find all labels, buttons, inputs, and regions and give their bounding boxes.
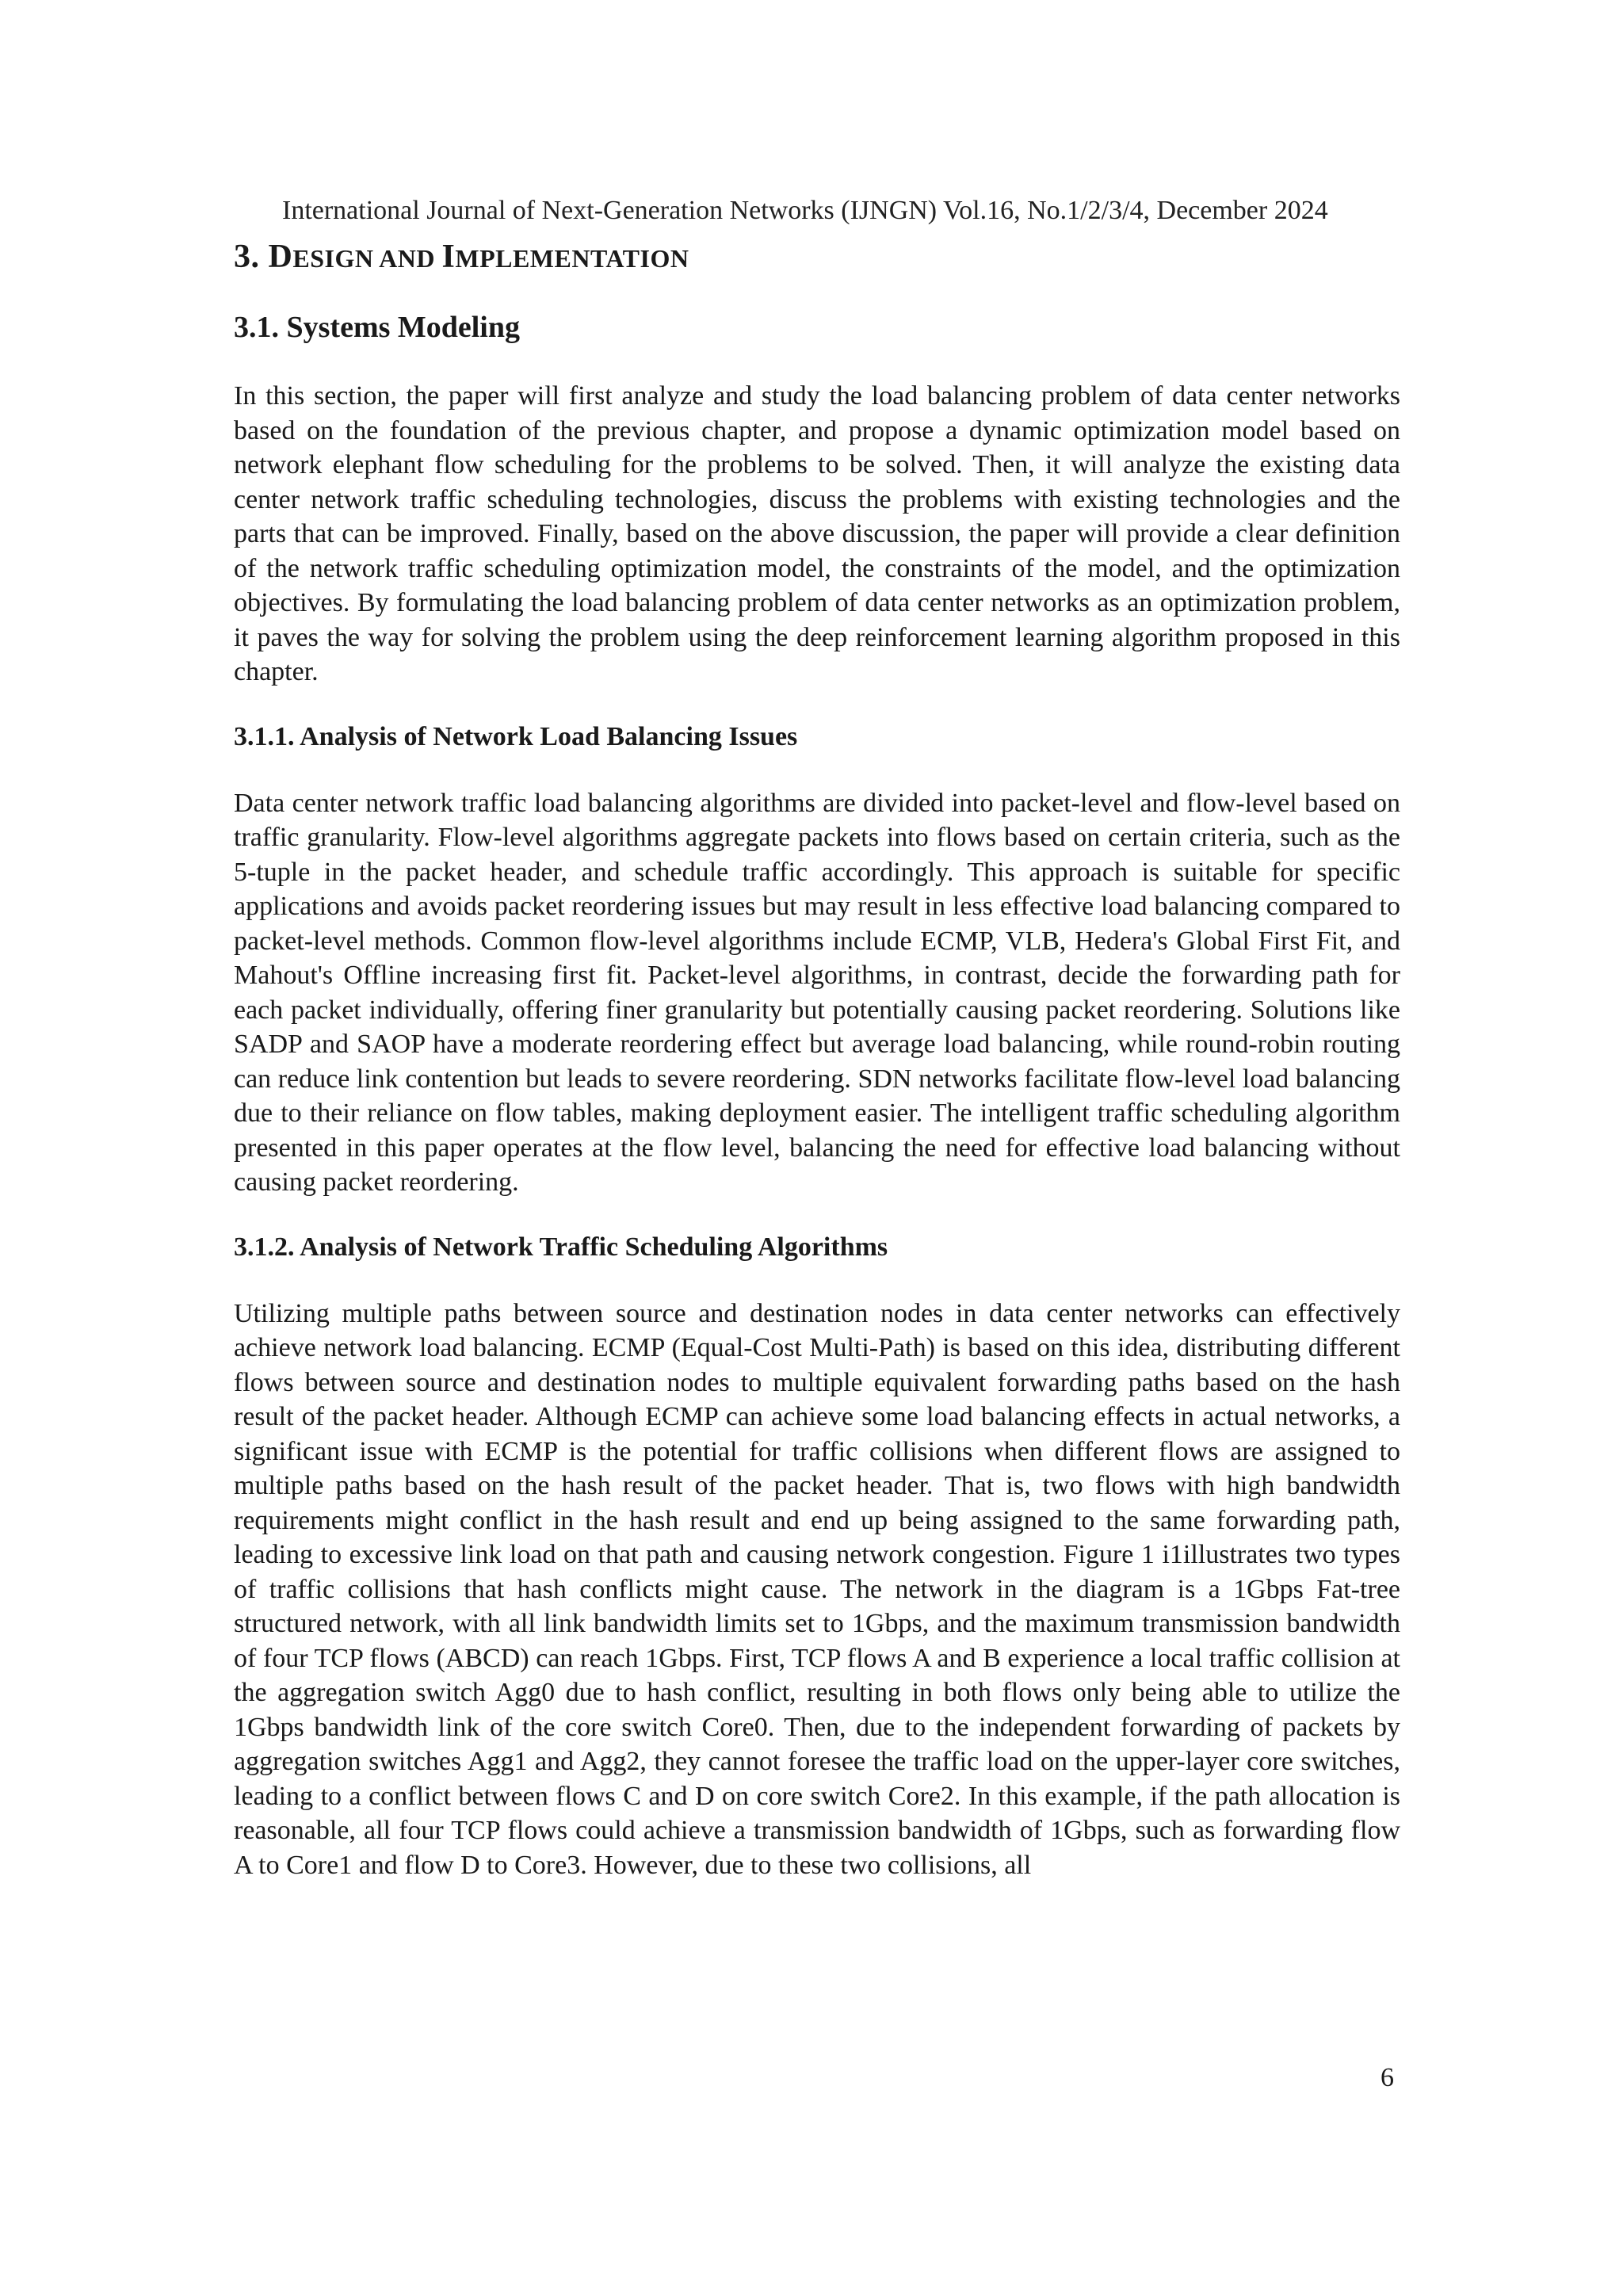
page-number: 6 (1381, 2063, 1394, 2092)
paragraph-3-1: In this section, the paper will first analyze and study the load balancing problem of data center networks based on the foundation of the previous chapter, and propose a dynamic optimization model based on network elephant flow scheduling for the problems to be solved. Then, it will analyze the existing data center network traffic scheduling technologies, discuss the problems with existing technologies and the parts that can be improved. Finally, based on the above discussion, the paper will provide a clear definition of the network traffic scheduling optimization model, the constraints of the model, and the optimization objectives. By formulating the load balancing problem of data center networks as an optimization problem, it paves the way for solving the problem using the deep reinforcement learning algorithm proposed in this chapter. (234, 381, 1400, 686)
page-content (234, 235, 1400, 1882)
paragraph-3-1-1: Data center network traffic load balancing algorithms are divided into packet-level and flow-level based on traffic granularity. Flow-level algorithms aggregate packets into flows based on certain criteria, such as the 5-tuple in the packet header, and schedule traffic accordingly. This approach is suitable for specific applications and avoids packet reordering issues but may result in less effective load balancing compared to packet-level methods. Common flow-level algorithms include ECMP, VLB, Hedera's Global First Fit, and Mahout's Offline increasing first fit. Packet-level algorithms, in contrast, decide the forwarding path for each packet individually, offering finer granularity but potentially causing packet reordering. Solutions like SADP and SAOP have a moderate reordering effect but average load balancing, while round-robin routing can reduce link contention but leads to severe reordering. SDN networks facilitate flow-level load balancing due to their reliance on flow tables, making deployment easier. The intelligent traffic scheduling algorithm presented in this paper operates at the flow level, balancing the need for effective load balancing without causing packet reordering. (234, 788, 1400, 1197)
section-number: 3. (234, 239, 269, 275)
subsection-title-3-1: 3.1. Systems Modeling (234, 311, 520, 344)
paragraph-3-1-2: Utilizing multiple paths between source and destination nodes in data center networks can effectively achieve network load balancing. ECMP (Equal-Cost Multi-Path) is based on this idea, distributing different flows between source and destination nodes to multiple equivalent forwarding paths based on the hash result of the packet header. Although ECMP can achieve some load balancing effects in actual networks, a significant issue with ECMP is the potential for traffic collisions when different flows are assigned to multiple paths based on the hash result of the packet header. That is, two flows with high bandwidth requirements might conflict in the hash result and end up being assigned to the same forwarding path, leading to excessive link load on that path and causing network congestion. Figure 1 i1illustrates two types of traffic collisions that hash conflicts might cause. The network in the diagram is a 1Gbps Fat-tree structured network, with all link bandwidth limits set to 1Gbps, and the maximum transmission bandwidth of four TCP flows (ABCD) can reach 1Gbps. First, TCP flows A and B experience a local traffic collision at the aggregation switch Agg0 due to hash conflict, resulting in both flows only being able to utilize the 1Gbps bandwidth link of the core switch Core0. Then, due to the independent forwarding of packets by aggregation switches Agg1 and Agg2, they cannot foresee the traffic load on the upper-layer core switches, leading to a conflict between flows C and D on core switch Core2. In this example, if the path allocation is reasonable, all four TCP flows could achieve a transmission bandwidth of 1Gbps, such as forwarding flow A to Core1 and flow D to Core3. However, due to these two collisions, all (234, 1298, 1400, 1880)
section-title (234, 235, 1400, 281)
section-title-smallcaps-2: MPLEMENTATION (455, 244, 689, 273)
section-title-smallcaps-1: ESIGN AND (292, 244, 442, 273)
subsubsection-title-3-1-1: 3.1.1. Analysis of Network Load Balancing Issues (234, 721, 798, 751)
subsubsection-title-3-1-2: 3.1.2. Analysis of Network Traffic Scheduling Algorithms (234, 1232, 888, 1262)
section-title-cap-i: I (441, 239, 456, 275)
section-title-cap-d: D (268, 239, 293, 275)
running-header: International Journal of Next-Generation Networks (IJNGN) Vol.16, No.1/2/3/4, December 2024 (282, 196, 1328, 225)
